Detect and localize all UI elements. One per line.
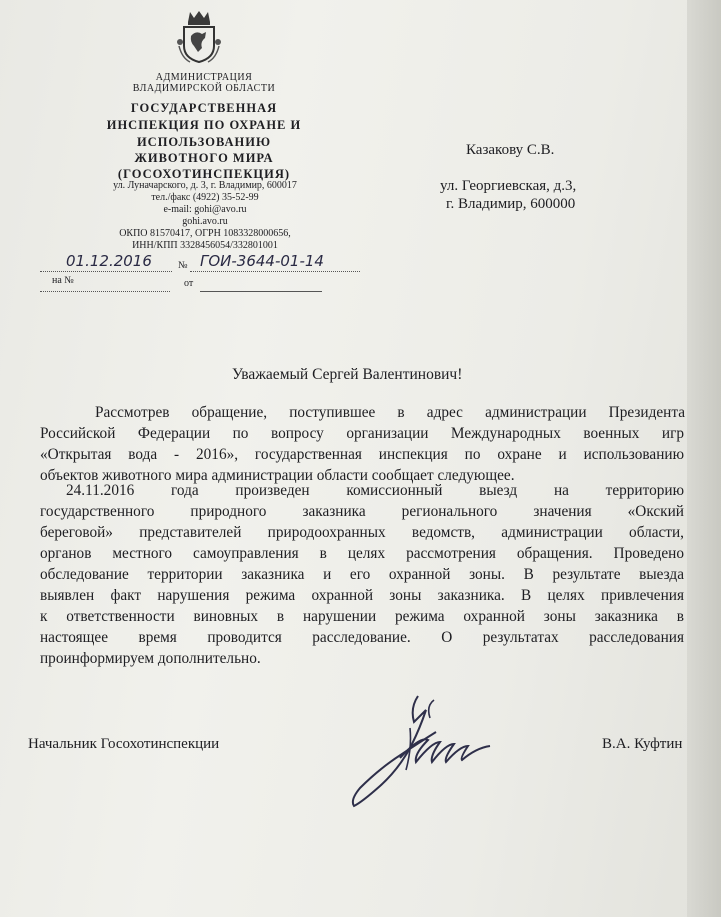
recipient-name: Казакову С.В. xyxy=(466,142,555,158)
registration-number-line xyxy=(190,270,360,272)
recipient-street: ул. Георгиевская, д.3, xyxy=(440,178,577,194)
registration-date-line xyxy=(40,270,172,272)
handwritten-signature-icon xyxy=(340,688,510,813)
agency-email: e-mail: gohi@avo.ru xyxy=(163,204,247,215)
page-edge xyxy=(687,0,721,917)
agency-name-line4: ЖИВОТНОГО МИРА xyxy=(134,151,274,165)
body-line: выявлен факт нарушения режима охранной зоны заказника. В целях привлечения xyxy=(40,587,684,604)
agency-inn: ИНН/КПП 3328456054/332801001 xyxy=(132,240,278,251)
greeting: Уважаемый Сергей Валентинович! xyxy=(232,366,463,383)
agency-name-line2: ИНСПЕКЦИЯ ПО ОХРАНЕ И xyxy=(106,118,302,132)
body-line: к ответственности виновных в нарушении режима охранной зоны заказника в xyxy=(40,608,684,625)
body-line: государственного природного заказника регионального значения «Окский xyxy=(40,503,684,520)
agency-name-line5: (ГОСОХОТИНСПЕКЦИЯ) xyxy=(117,167,291,181)
registration-number: ГОИ-3644-01-14 xyxy=(200,252,324,270)
reference-date-line xyxy=(200,290,322,292)
org-name-line2: ВЛАДИМИРСКОЙ ОБЛАСТИ xyxy=(132,83,276,94)
signer-role: Начальник Госохотинспекции xyxy=(28,736,220,752)
body-line: органов местного самоуправления в целях рассмотрения обращения. Проведено xyxy=(40,545,684,562)
body-line: береговой» представителей природоохранных ведомств, администрации области, xyxy=(40,524,684,541)
body-line: 24.11.2016 года произведен комиссионный выезд на территорию xyxy=(66,482,684,499)
registration-date: 01.12.2016 xyxy=(66,252,152,270)
body-line: обследование территории заказника и его охранной зоны. В результате выезда xyxy=(40,566,684,583)
body-line: Рассмотрев обращение, поступившее в адрес администрации Президента xyxy=(95,404,685,421)
recipient-city: г. Владимир, 600000 xyxy=(446,196,576,212)
registration-number-label: № xyxy=(178,260,188,271)
reference-number-line xyxy=(40,290,170,292)
reference-date-label: от xyxy=(184,278,194,289)
body-line: Российской Федерации по вопросу организации Международных военных игр xyxy=(40,425,684,442)
agency-address: ул. Луначарского, д. 3, г. Владимир, 600017 xyxy=(113,180,297,191)
body-line: проинформируем дополнительно. xyxy=(40,650,261,667)
agency-phone: тел./факс (4922) 35-52-99 xyxy=(151,192,259,203)
reference-number-label: на № xyxy=(52,275,74,286)
agency-name-line3: ИСПОЛЬЗОВАНИЮ xyxy=(136,135,272,149)
agency-name-line1: ГОСУДАРСТВЕННАЯ xyxy=(130,101,278,115)
body-line: настоящее время проводится расследование. О результатах расследования xyxy=(40,629,684,646)
signer-name: В.А. Куфтин xyxy=(602,736,683,752)
body-line: объектов животного мира администрации области сообщает следующее. xyxy=(40,467,515,484)
body-line: «Открытая вода - 2016», государственная инспекция по охране и использованию xyxy=(40,446,684,463)
agency-okpo: ОКПО 81570417, ОГРН 1083328000656, xyxy=(119,228,291,239)
agency-website: gohi.avo.ru xyxy=(182,216,228,227)
org-name-line1: АДМИНИСТРАЦИЯ xyxy=(155,72,253,83)
coat-of-arms-icon xyxy=(176,8,222,64)
